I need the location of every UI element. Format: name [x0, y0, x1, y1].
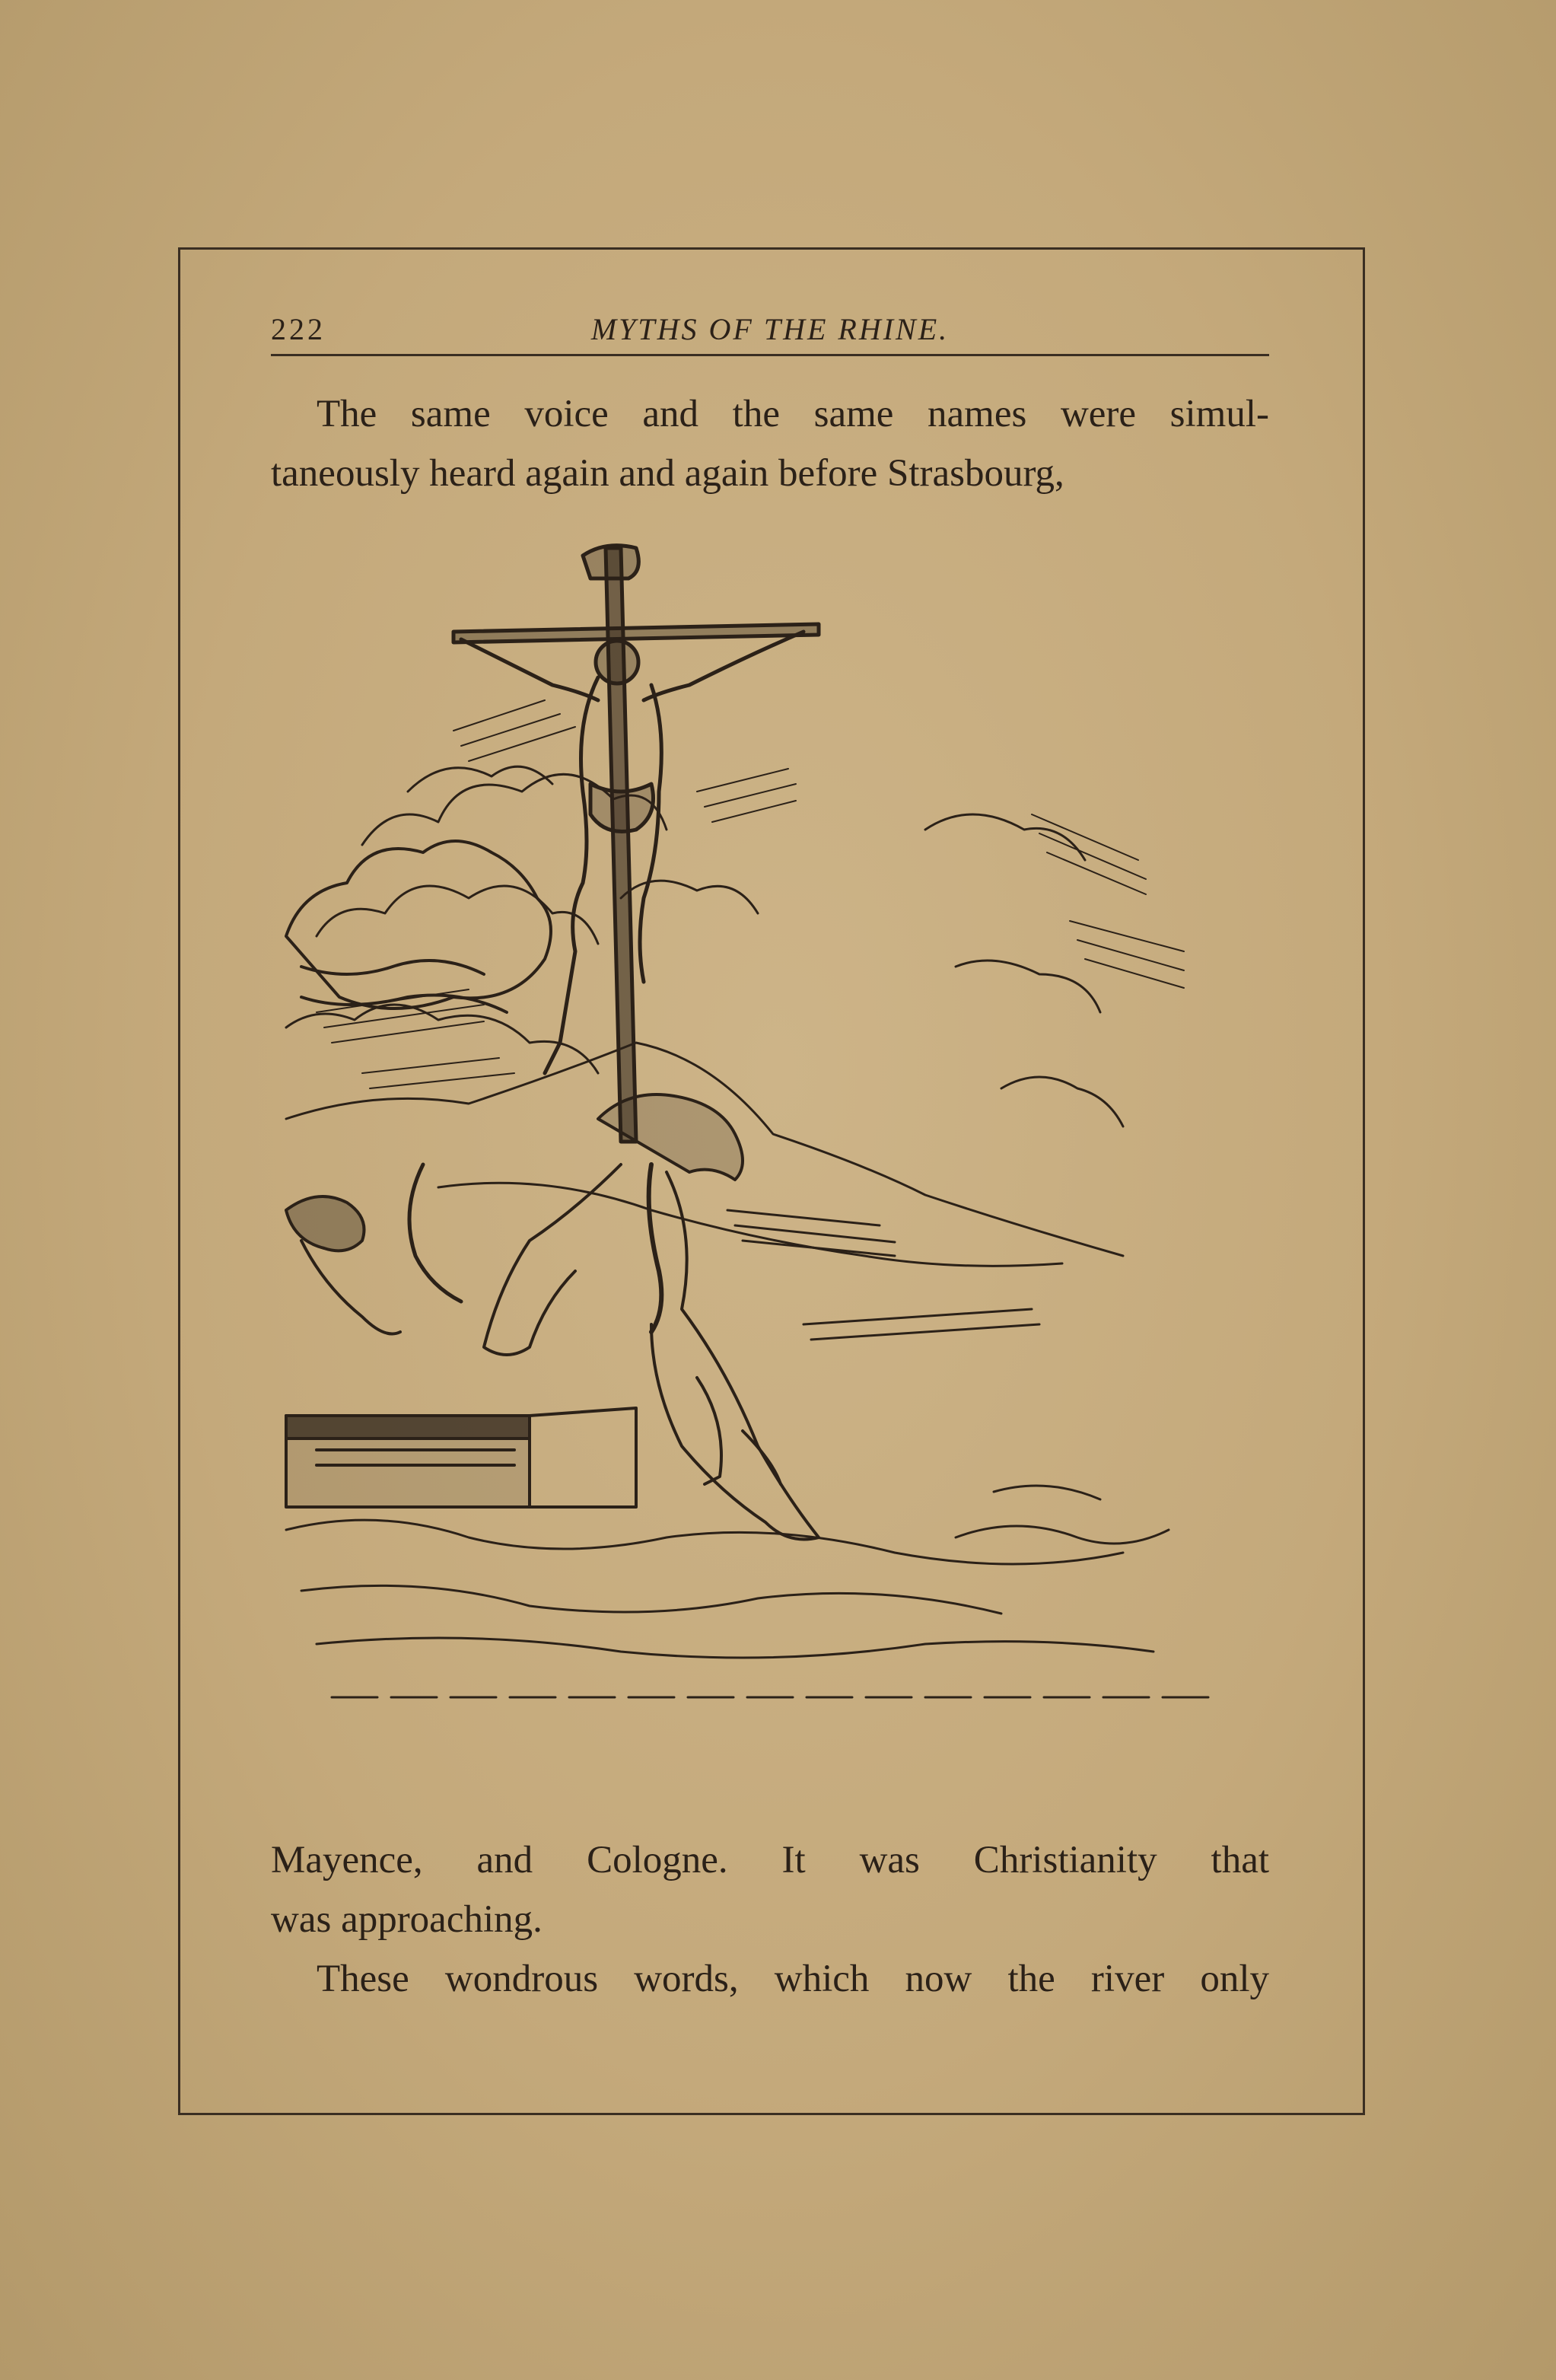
body-text-bottom: [271, 1830, 1269, 2009]
text-line: was approaching.: [271, 1898, 543, 1941]
running-title: MYTHS OF THE RHINE.: [590, 312, 950, 346]
fleeing-figure: [286, 1165, 461, 1334]
text-line: taneously heard again and again before Strasbourg,: [271, 452, 1064, 495]
ground: [286, 1486, 1214, 1697]
body-text-top: [271, 384, 1269, 503]
foliage-left: [286, 841, 551, 1012]
engraving-illustration: [271, 540, 1269, 1789]
running-head: [271, 308, 1269, 356]
clouds: [286, 766, 1123, 1126]
page-number: 222: [271, 312, 326, 346]
open-tomb: [286, 1408, 636, 1507]
sky-hatching: [317, 700, 1184, 1088]
text-line: Mayence, and Cologne. It was Christianity that: [271, 1839, 1269, 1881]
text-line: These wondrous words, which now the river only: [317, 1958, 1269, 2000]
text-line: The same voice and the same names were simul-: [317, 393, 1269, 435]
hermit-figure: [484, 1094, 819, 1540]
crucifix: [453, 546, 819, 1142]
